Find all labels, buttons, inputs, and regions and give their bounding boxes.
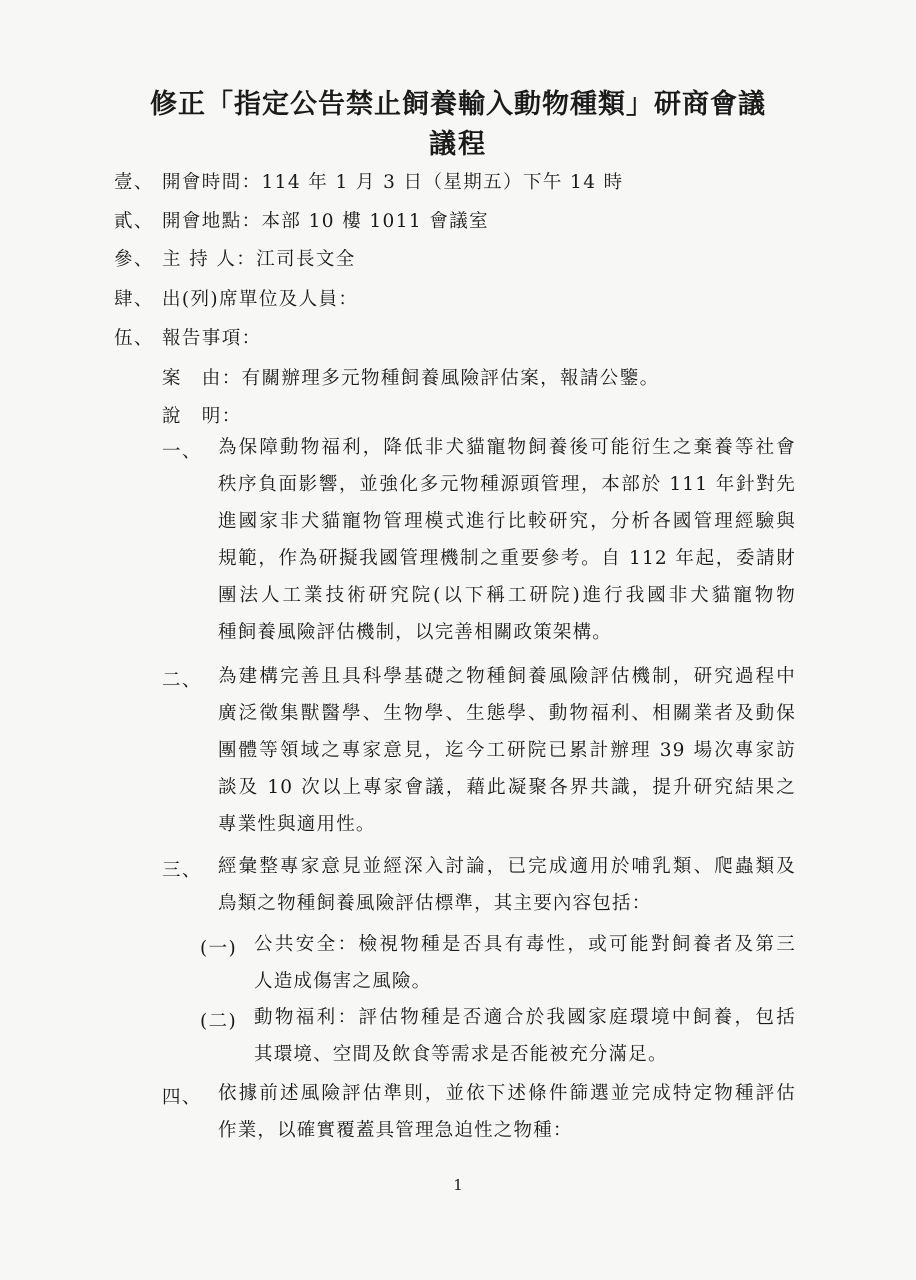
paragraph-line: 依據前述風險評估準則，並依下述條件篩選並完成特定物種評估	[218, 1083, 796, 1104]
section-text: 開會時間：114 年 1 月 3 日（星期五）下午 14 時	[162, 172, 624, 193]
document-title: 修正「指定公告禁止飼養輸入動物種類」研商會議	[150, 89, 766, 120]
paragraph-line: 秩序負面影響，並強化多元物種源頭管理，本部於 111 年針對先	[218, 474, 796, 495]
case-reason: 案 由：有關辦理多元物種飼養風險評估案，報請公鑒。	[162, 368, 660, 389]
explanation-label: 說 明：	[162, 406, 242, 427]
item-number: 四、	[162, 1087, 202, 1108]
paragraph-line: 其環境、空間及飲食等需求是否能被充分滿足。	[254, 1044, 668, 1065]
section-text: 主 持 人：江司長文全	[162, 249, 356, 270]
paragraph-line: 廣泛徵集獸醫學、生物學、生態學、動物福利、相關業者及動保	[218, 703, 796, 724]
item-paragraph-3	[218, 848, 796, 922]
page-number: 1	[453, 1176, 463, 1194]
item-number: 一、	[162, 441, 202, 462]
paragraph-line: 團體等領域之專家意見，迄今工研院已累計辦理 39 場次專家訪	[218, 740, 796, 761]
paragraph-line: 動物福利：評估物種是否適合於我國家庭環境中飼養，包括	[254, 1007, 796, 1028]
section-number: 壹、	[114, 172, 154, 193]
subitem-paragraph-2	[254, 999, 796, 1073]
paragraph-line: 作業，以確實覆蓋具管理急迫性之物種：	[218, 1120, 573, 1141]
item-number: 三、	[162, 860, 202, 881]
section-text: 報告事項：	[162, 328, 262, 349]
document-subtitle: 議程	[429, 129, 487, 160]
subitem-number: (一)	[200, 938, 238, 959]
section-number: 貳、	[114, 211, 154, 232]
section-number: 參、	[114, 249, 154, 270]
paragraph-line: 種飼養風險評估機制，以完善相關政策架構。	[218, 622, 613, 643]
paragraph-line: 為建構完善且具科學基礎之物種飼養風險評估機制，研究過程中	[218, 666, 796, 687]
item-paragraph-1	[218, 429, 796, 651]
item-paragraph-4	[218, 1075, 796, 1149]
paragraph-line: 規範，作為研擬我國管理機制之重要參考。自 112 年起，委請財	[218, 548, 796, 569]
item-paragraph-2	[218, 658, 796, 843]
subitem-paragraph-1	[254, 926, 796, 1000]
section-number: 伍、	[114, 328, 154, 349]
section-text: 出(列)席單位及人員：	[162, 289, 359, 310]
paragraph-line: 人造成傷害之風險。	[254, 971, 432, 992]
paragraph-line: 經彙整專家意見並經深入討論，已完成適用於哺乳類、爬蟲類及	[218, 856, 796, 877]
section-number: 肆、	[114, 289, 154, 310]
item-number: 二、	[162, 670, 202, 691]
section-text: 開會地點：本部 10 樓 1011 會議室	[162, 211, 490, 232]
paragraph-line: 為保障動物福利，降低非犬貓寵物飼養後可能衍生之棄養等社會	[218, 437, 796, 458]
paragraph-line: 團法人工業技術研究院(以下稱工研院)進行我國非犬貓寵物物	[218, 585, 796, 606]
subitem-number: (二)	[200, 1011, 238, 1032]
paragraph-line: 進國家非犬貓寵物管理模式進行比較研究，分析各國管理經驗與	[218, 511, 796, 532]
paragraph-line: 專業性與適用性。	[218, 814, 376, 835]
paragraph-line: 公共安全：檢視物種是否具有毒性，或可能對飼養者及第三	[254, 934, 796, 955]
paragraph-line: 談及 10 次以上專家會議，藉此凝聚各界共識，提升研究結果之	[218, 777, 796, 798]
paragraph-line: 鳥類之物種飼養風險評估標準，其主要內容包括：	[218, 893, 652, 914]
